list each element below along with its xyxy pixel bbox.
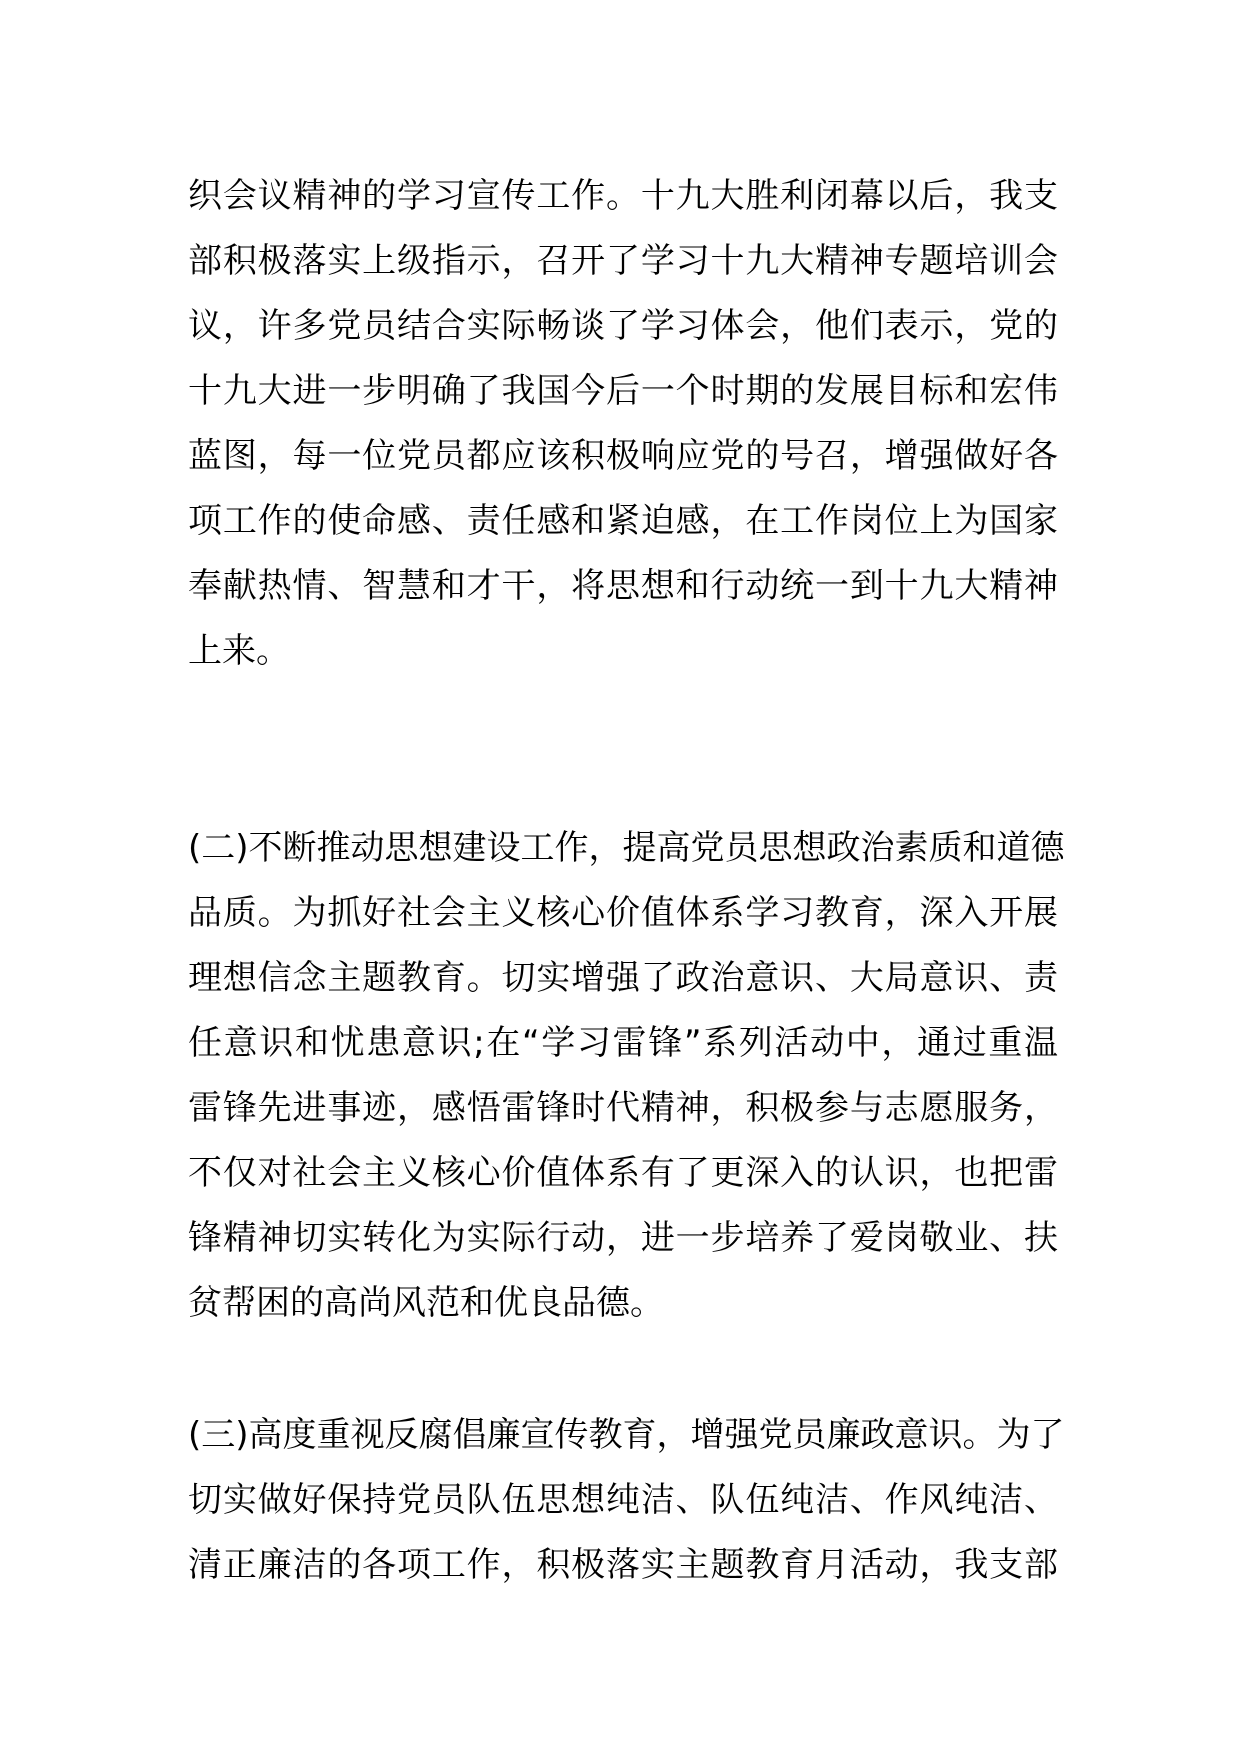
text-line: 切实做好保持党员队伍思想纯洁、队伍纯洁、作风纯洁、 (188, 1480, 1058, 1520)
paragraph-ideological-building (188, 816, 1065, 1336)
text-line: 雷锋先进事迹，感悟雷锋时代精神，积极参与志愿服务， (188, 1088, 1058, 1128)
text-line: (三)高度重视反腐倡廉宣传教育，增强党员廉政意识。为了 (188, 1415, 1065, 1455)
text-line: 织会议精神的学习宣传工作。十九大胜利闭幕以后，我支 (188, 176, 1058, 216)
text-line: 奉献热情、智慧和才干，将思想和行动统一到十九大精神 (188, 566, 1058, 606)
text-line: 品质。为抓好社会主义核心价值体系学习教育，深入开展 (188, 893, 1058, 933)
text-line: (二)不断推动思想建设工作，提高党员思想政治素质和道德 (188, 828, 1065, 868)
text-line: 理想信念主题教育。切实增强了政治意识、大局意识、责 (188, 958, 1058, 998)
text-line: 蓝图，每一位党员都应该积极响应党的号召，增强做好各 (188, 436, 1058, 476)
paragraph-study-propaganda (188, 164, 1058, 684)
text-line: 项工作的使命感、责任感和紧迫感，在工作岗位上为国家 (188, 501, 1058, 541)
paragraph-anti-corruption (188, 1403, 1065, 1598)
text-line: 不仅对社会主义核心价值体系有了更深入的认识，也把雷 (188, 1153, 1058, 1193)
text-line: 部积极落实上级指示，召开了学习十九大精神专题培训会 (188, 241, 1058, 281)
text-line: 上来。 (188, 631, 290, 671)
text-line: 议，许多党员结合实际畅谈了学习体会，他们表示，党的 (188, 306, 1058, 346)
text-line: 贫帮困的高尚风范和优良品德。 (188, 1283, 664, 1323)
text-line: 清正廉洁的各项工作，积极落实主题教育月活动，我支部 (188, 1545, 1058, 1585)
text-line: 锋精神切实转化为实际行动，进一步培养了爱岗敬业、扶 (188, 1218, 1058, 1258)
text-line: 任意识和忧患意识;在“学习雷锋”系列活动中，通过重温 (188, 1023, 1058, 1063)
text-line: 十九大进一步明确了我国今后一个时期的发展目标和宏伟 (188, 371, 1058, 411)
